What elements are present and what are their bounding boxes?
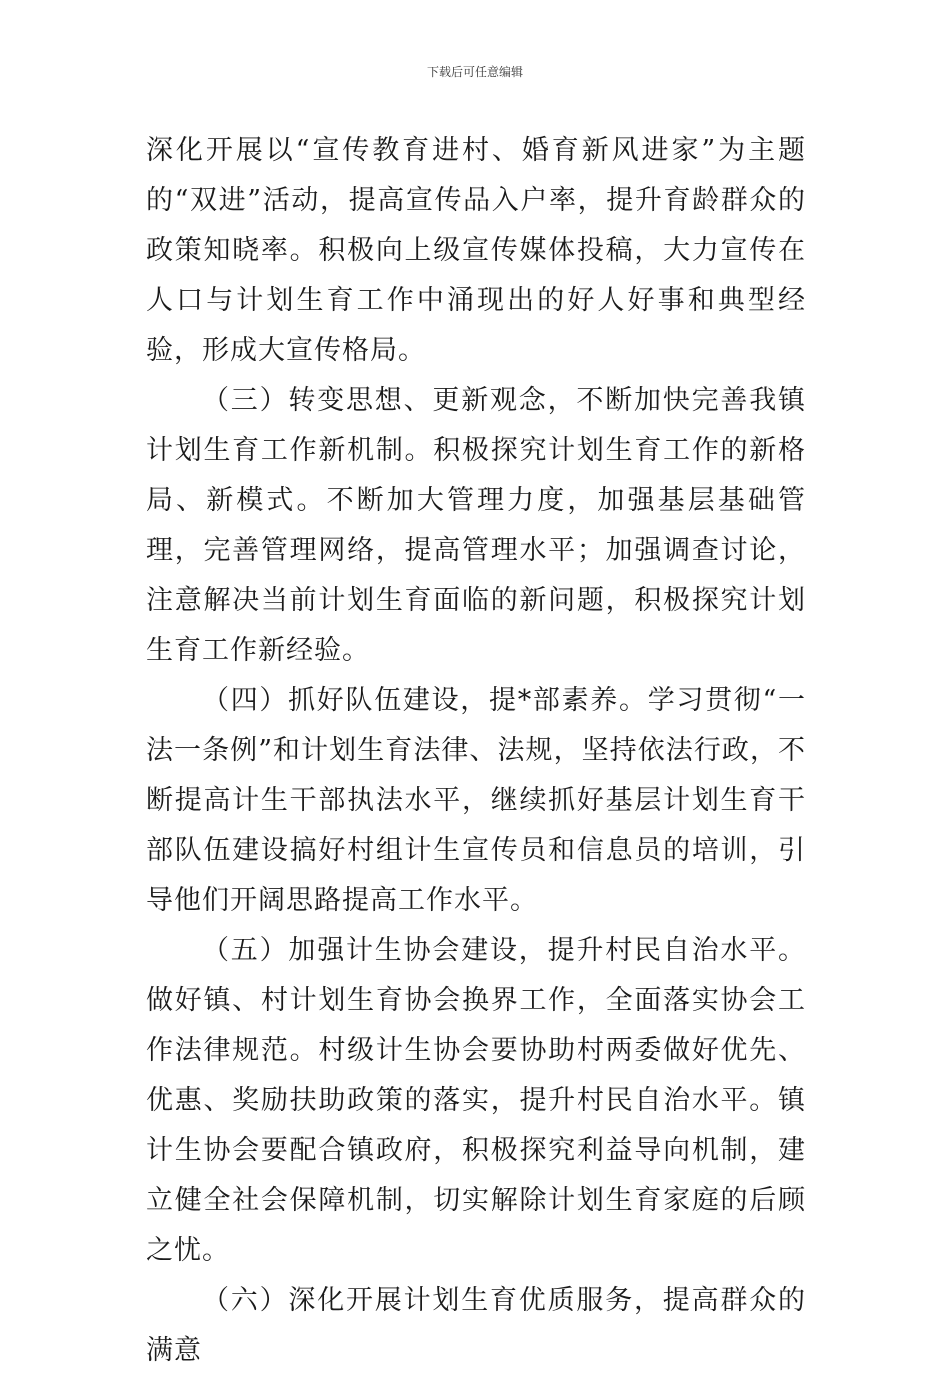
paragraph-section-six: （六）深化开展计划生育优质服务，提高群众的满意 [146, 1285, 806, 1366]
document-body [146, 126, 806, 1376]
paragraph-section-three: （三）转变思想、更新观念，不断加快完善我镇计划生育工作新机制。积极探究计划生育工作的新格局、新模式。不断加大管理力度，加强基层基础管理，完善管理网络，提高管理水平；加强调查讨论，注意解决当前计划生育面临的新问题，积极探究计划生育工作新经验。 [146, 385, 806, 666]
page-header: 下载后可任意编辑 [426, 65, 523, 79]
paragraph-promotion: 深化开展以“宣传教育进村、婚育新风进家”为主题的“双进”活动，提高宣传品入户率，提升育龄群众的政策知晓率。积极向上级宣传媒体投稿，大力宣传在人口与计划生育工作中涌现出的好人好事和典型经验，形成大宣传格局。 [146, 135, 806, 366]
paragraph-section-four: （四）抓好队伍建设，提*部素养。学习贯彻“一法一条例”和计划生育法律、法规，坚持依法行政，不断提高计生干部执法水平，继续抓好基层计划生育干部队伍建设搞好村组计生宣传员和信息员的培训，引导他们开阔思路提高工作水平。 [146, 685, 806, 916]
paragraph-section-five: （五）加强计生协会建设，提升村民自治水平。做好镇、村计划生育协会换界工作，全面落实协会工作法律规范。村级计生协会要协助村两委做好优先、优惠、奖励扶助政策的落实，提升村民自治水平。镇计生协会要配合镇政府，积极探究利益导向机制，建立健全社会保障机制，切实解除计划生育家庭的后顾之忧。 [146, 935, 806, 1266]
